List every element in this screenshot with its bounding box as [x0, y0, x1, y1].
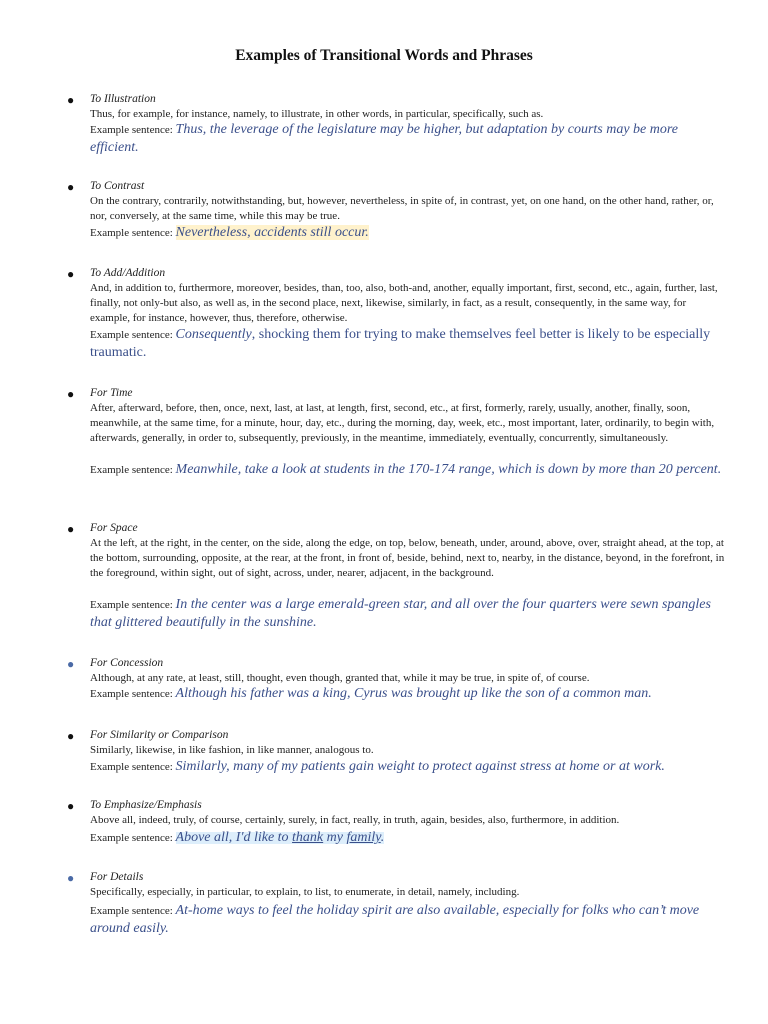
example-sentence: Similarly, many of my patients gain weight to protect against stress at home or at work.	[175, 759, 665, 774]
section-heading: For Space	[90, 522, 138, 534]
example-label: Example sentence:	[90, 905, 173, 917]
example-line	[90, 326, 726, 362]
example-label: Example sentence:	[90, 599, 173, 611]
example-line	[90, 596, 726, 632]
link-family[interactable]: family	[346, 830, 381, 845]
bullet-icon: ●	[67, 522, 75, 536]
section-heading: To Emphasize/Emphasis	[90, 799, 202, 811]
example-sentence: , shocking them for trying to make themselves feel better is likely to be especially traumatic.	[90, 327, 711, 360]
bullet-icon: ●	[67, 729, 75, 743]
section-heading: To Add/Addition	[90, 267, 166, 279]
section-words: Above all, indeed, truly, of course, certainly, surely, in fact, really, in truth, again, besides, also, furthermore, in addition.	[90, 814, 620, 826]
example-label: Example sentence:	[90, 329, 173, 341]
example-sentence: Thus, the leverage of the legislature may be higher, but adaptation by courts may be more efficient.	[90, 122, 679, 155]
example-sentence: In the center was a large emerald-green star, and all over the four quarters were sewn spangles that glittered beautifully in the sunshine.	[90, 597, 711, 630]
example-label: Example sentence:	[90, 124, 173, 136]
section-words: On the contrary, contrarily, notwithstanding, but, however, nevertheless, in spite of, in contrast, yet, on one hand, on the other hand, rather, or, nor, conversely, at the same time, while this may be true.	[90, 195, 714, 222]
example-line	[90, 758, 726, 776]
example-label: Example sentence:	[90, 227, 173, 239]
section-heading: For Time	[90, 387, 133, 399]
example-sentence: At-home ways to feel the holiday spirit are also available, especially for folks who can’t move around easily.	[90, 903, 700, 936]
section-heading: For Concession	[90, 657, 164, 669]
section-words: And, in addition to, furthermore, moreover, besides, than, too, also, both-and, another, equally important, first, second, etc., again, further, last, finally, not only-but also, as well as, in the second place, next, likewise, similarly, in fact, as a result, consequently, in the same way, for example, for instance, however, thus, therefore, otherwise.	[90, 282, 718, 324]
example-line	[90, 829, 726, 847]
example-sentence: Meanwhile, take a look at students in the 170-174 range, which is down by more than 20 percent.	[175, 462, 722, 477]
example-line	[90, 685, 726, 703]
example-label: Example sentence:	[90, 688, 173, 700]
example-sentence-lead: Consequently	[175, 327, 252, 342]
bullet-icon: ●	[67, 180, 75, 194]
bullet-icon: ●	[67, 657, 75, 671]
section-heading: For Similarity or Comparison	[90, 729, 229, 741]
section-heading: For Details	[90, 871, 144, 883]
section-heading: To Illustration	[90, 93, 156, 105]
example-line	[90, 224, 726, 242]
bullet-icon: ●	[67, 387, 75, 401]
example-label: Example sentence:	[90, 832, 173, 844]
example-line	[90, 121, 726, 157]
example-sentence: Above all, I'd like to thank my family.	[175, 830, 385, 845]
section-words: After, afterward, before, then, once, next, last, at last, at length, first, second, etc., at first, formerly, rarely, usually, another, finally, soon, meanwhile, at the same time, for a minute, hour, day, etc., during the morning, day, week, etc., most important, later, ordinarily, to begin with, afterwards, generally, in order to, subsequently, previously, in the meantime, immediately, eventually, concurrently, simultaneously.	[90, 402, 715, 444]
page-title: Examples of Transitional Words and Phrases	[235, 47, 533, 64]
section-words: At the left, at the right, in the center, on the side, along the edge, on top, below, beneath, under, around, above, over, straight ahead, at the top, at the bottom, surrounding, opposite, at the rear, at the front, in front of, beside, behind, next to, nearby, in the distance, beyond, in the forefront, in the foreground, within sight, out of sight, across, under, nearer, adjacent, in the background.	[90, 537, 725, 579]
example-line	[90, 902, 726, 938]
bullet-icon: ●	[67, 267, 75, 281]
bullet-icon: ●	[67, 93, 75, 107]
section-heading: To Contrast	[90, 180, 145, 192]
section-words: Similarly, likewise, in like fashion, in like manner, analogous to.	[90, 744, 374, 756]
example-sentence: Although his father was a king, Cyrus was brought up like the son of a common man.	[175, 686, 652, 701]
bullet-icon: ●	[67, 799, 75, 813]
bullet-icon: ●	[67, 871, 75, 885]
example-sentence: Nevertheless, accidents still occur.	[175, 225, 369, 240]
link-thank[interactable]: thank	[292, 830, 324, 845]
example-line	[90, 461, 726, 479]
section-words: Thus, for example, for instance, namely, to illustrate, in other words, in particular, specifically, such as.	[90, 108, 544, 120]
example-label: Example sentence:	[90, 761, 173, 773]
section-words: Although, at any rate, at least, still, thought, even though, granted that, while it may be true, in spite of, of course.	[90, 672, 590, 684]
example-label: Example sentence:	[90, 464, 173, 476]
section-words: Specifically, especially, in particular, to explain, to list, to enumerate, in detail, namely, including.	[90, 886, 520, 898]
